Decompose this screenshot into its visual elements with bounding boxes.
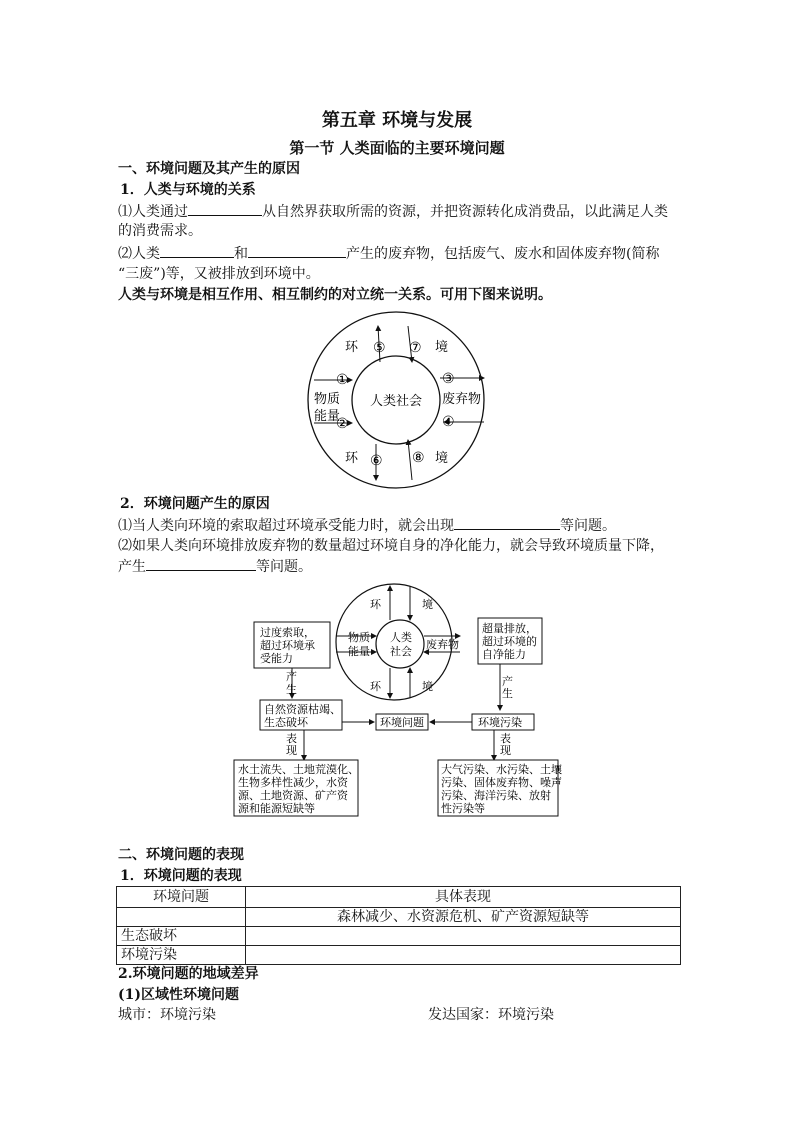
d1-n7: ⑦ (409, 340, 422, 356)
table-row (117, 908, 681, 927)
d2-chan-right: 产 (502, 675, 513, 688)
d1-n6: ⑥ (370, 453, 383, 469)
d2-box-right-line1: 超量排放， (482, 622, 537, 635)
table-cell-detail[interactable] (246, 946, 681, 965)
d2-biao-left: 表 (286, 732, 297, 745)
part2-sub3: (1)区域性环境问题 (118, 987, 239, 1003)
p3-statement: 人类与环境是相互作用、相互制约的对立统一关系。可用下图来说明。 (118, 287, 552, 303)
d2-xian-left: 现 (286, 744, 297, 757)
d2-nengliang: 能量 (348, 645, 370, 658)
d2-box-mid-left-line2: 生态破坏 (264, 716, 308, 729)
part1-heading: 一、环境问题及其产生的原因 (118, 161, 300, 177)
d2-box-center: 环境问题 (380, 716, 424, 729)
d2-box-left-line2: 超过环境承 (260, 639, 315, 652)
part1-sub2: 2．环境问题产生的原因 (120, 496, 270, 512)
table-cell-detail[interactable] (246, 927, 681, 946)
d1-n4: ④ (442, 414, 455, 430)
d2-box-bl-line2: 生物多样性减少，水资 (238, 776, 348, 789)
d2-chan-left: 产 (286, 670, 297, 683)
d2-sheng-left: 生 (286, 683, 297, 696)
d1-env-bottom: 环 (345, 451, 359, 466)
p5-text-a: ⑵如果人类向环境排放废弃物的数量超过环境自身的净化能力，就会导致环境质量下降， (118, 538, 664, 554)
fill-blank-1[interactable] (188, 201, 262, 216)
d2-jing-top: 境 (422, 598, 433, 611)
p2-text-c: 产生的废弃物，包括废气、废水和固体废弃物(简称 (346, 246, 660, 262)
city-issue: 城市：环境污染 (118, 1007, 216, 1023)
p5-text-b: 产生 (118, 559, 146, 575)
d2-box-br-line4: 性污染等 (441, 802, 485, 815)
d2-box-bl-line1: 水土流失、土地荒漠化、 (238, 763, 359, 776)
d1-feiqiwu: 废弃物 (442, 392, 482, 407)
section-title: 第一节 人类面临的主要环境问题 (289, 139, 505, 157)
part1-sub1: 1．人类与环境的关系 (120, 182, 256, 198)
p1-text-a: ⑴人类通过 (118, 204, 188, 220)
d2-box-br-line2: 污染、固体废弃物、噪声 (441, 776, 562, 789)
d1-jing-top: 境 (435, 340, 449, 355)
d2-box-bl-line4: 源和能源短缺等 (238, 802, 315, 815)
table-cell-problem: 环境污染 (117, 946, 246, 965)
d1-n1: ① (336, 372, 349, 388)
paragraph-5-cont (118, 556, 312, 577)
d2-renlei: 人类 (390, 631, 412, 644)
d2-box-left-line3: 受能力 (260, 652, 293, 665)
d2-env-top: 环 (370, 598, 381, 611)
d2-sheng-right: 生 (502, 687, 513, 700)
d2-box-left-line1: 过度索取， (260, 626, 315, 639)
table-header-detail: 具体表现 (246, 887, 681, 908)
d1-nengliang: 能量 (314, 409, 341, 424)
d2-box-right-line2: 超过环境的 (482, 635, 537, 648)
part2-heading: 二、环境问题的表现 (118, 847, 244, 863)
d2-xian-right: 现 (500, 744, 511, 757)
environmental-problem-table (116, 886, 681, 965)
d2-inner-circle (376, 620, 424, 668)
d2-wuzhi: 物质 (348, 631, 370, 644)
d2-box-right-line3: 自净能力 (482, 648, 526, 661)
cause-effect-diagram (230, 582, 570, 818)
table-row (117, 927, 681, 946)
developed-country-issue: 发达国家：环境污染 (428, 1007, 554, 1023)
d1-n5: ⑤ (373, 340, 386, 356)
chapter-title: 第五章 环境与发展 (321, 110, 473, 131)
part2-sub1: 1．环境问题的表现 (120, 868, 242, 884)
table-cell-problem (117, 908, 246, 927)
table-cell-detail: 森林减少、水资源危机、矿产资源短缺等 (246, 908, 681, 927)
fill-blank-4[interactable] (454, 515, 560, 530)
d1-n3: ③ (442, 371, 455, 387)
p5-text-c: 等问题。 (256, 559, 312, 575)
p2-text-a: ⑵人类 (118, 246, 160, 262)
human-environment-diagram (300, 310, 500, 494)
table-header-row (117, 887, 681, 908)
p1-text-c: 的消费需求。 (118, 223, 202, 239)
d1-env-top: 环 (345, 340, 359, 355)
d1-center: 人类社会 (370, 394, 423, 409)
d1-n8: ⑧ (412, 450, 425, 466)
d2-jing-bottom: 境 (422, 680, 433, 693)
fill-blank-2[interactable] (160, 243, 234, 258)
p2-text-d: “三废”)等，又被排放到环境中。 (118, 266, 320, 282)
fill-blank-5[interactable] (146, 556, 256, 571)
d2-shehui: 社会 (390, 645, 412, 658)
d2-box-br-line3: 污染、海洋污染、放射 (441, 789, 551, 802)
d2-box-bl-line3: 源、土地资源、矿产资 (238, 789, 348, 802)
d1-wuzhi: 物质 (314, 392, 341, 407)
paragraph-1 (118, 201, 668, 222)
paragraph-2 (118, 243, 659, 264)
d2-feiqiwu: 废弃物 (426, 638, 459, 651)
d2-box-mid-right: 环境污染 (478, 716, 522, 729)
p2-text-b: 和 (234, 246, 248, 262)
d2-box-br-line1: 大气污染、水污染、土壤 (441, 763, 562, 776)
part2-sub2: 2.环境问题的地域差异 (118, 966, 259, 982)
p4-text-b: 等问题。 (560, 518, 616, 534)
d2-box-mid-left-line1: 自然资源枯竭、 (264, 703, 341, 716)
table-header-problem: 环境问题 (117, 887, 246, 908)
paragraph-4 (118, 515, 616, 536)
p4-text-a: ⑴当人类向环境的索取超过环境承受能力时，就会出现 (118, 518, 454, 534)
d1-n2: ② (336, 416, 349, 432)
d1-jing-bottom: 境 (435, 451, 449, 466)
table-row (117, 946, 681, 965)
table-cell-problem: 生态破坏 (117, 927, 246, 946)
p1-text-b: 从自然界获取所需的资源，并把资源转化成消费品，以此满足人类 (262, 204, 668, 220)
d2-biao-right: 表 (500, 732, 511, 745)
fill-blank-3[interactable] (248, 243, 346, 258)
d2-env-bottom: 环 (370, 680, 381, 693)
